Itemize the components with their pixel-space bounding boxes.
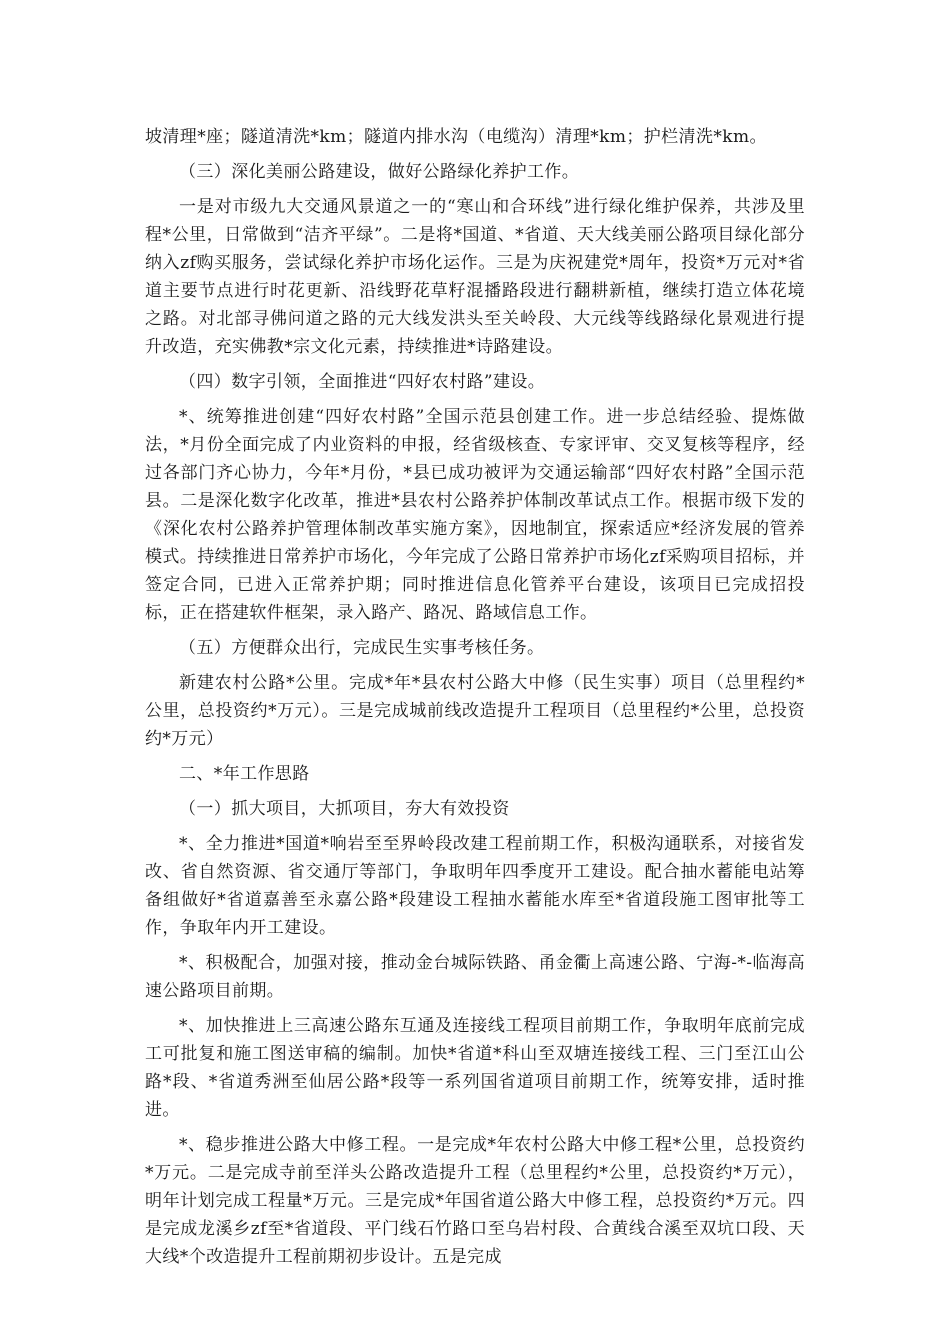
paragraph-greening: 一是对市级九大交通风景道之一的“寒山和合环线”进行绿化维护保养，共涉及里程*公里，日常做到“洁齐平绿”。二是将*国道、*省道、天大线美丽公路项目绿化部分纳入zf购买服务，尝试绿化养护市场化运作。三是为庆祝建党*周年，投资*万元对*省道主要节点进行时花更新、沿线野花草籽混播路段进行翻耕新植，继续打造立体花境之路。对北部寻佛问道之路的元大线发洪头至关岭段、大元线等线路绿化景观进行提升改造，充实佛教*宗文化元素，持续推进*诗路建设。 xyxy=(145,197,805,357)
paragraph-rural-roads: *、统筹推进创建“四好农村路”全国示范县创建工作。进一步总结经验、提炼做法，*月份全面完成了内业资料的申报，经省级核查、专家评审、交叉复核等程序，经过各部门齐心协力，今年*月份，*县已成功被评为交通运输部“四好农村路”全国示范县。二是深化数字化改革，推进*县农村公路养护体制改革试点工作。根据市级下发的《深化农村公路养护管理体制改革实施方案》，因地制宜，探索适应*经济发展的管养模式。持续推进日常养护市场化，今年完成了公路日常养护市场化zf采购项目招标，并签定合同，已进入正常养护期；同时推进信息化管养平台建设，该项目已完成招投标，正在搭建软件框架，录入路产、路况、路域信息工作。 xyxy=(145,407,805,623)
section-heading-2-1: （一）抓大项目，大抓项目，夯大有效投资 xyxy=(179,799,510,819)
paragraph-livelihood: 新建农村公路*公里。完成*年*县农村公路大中修（民生实事）项目（总里程约*公里，总投资约*万元）。三是完成城前线改造提升工程项目（总里程约*公里，总投资约*万元） xyxy=(145,673,805,749)
paragraph-railway: *、积极配合，加强对接，推动金台城际铁路、甬金衢上高速公路、宁海-*-临海高速公路项目前期。 xyxy=(145,953,805,1001)
paragraph-cleaning-stats: 坡清理*座；隧道清洗*km；隧道内排水沟（电缆沟）清理*km；护栏清洗*km。 xyxy=(145,127,767,147)
paragraph-expressway: *、加快推进上三高速公路东互通及连接线工程项目前期工作，争取明年底前完成工可批复和施工图送审稿的编制。加快*省道*科山至双塘连接线工程、三门至江山公路*段、*省道秀洲至仙居公路*段等一系列国省道项目前期工作，统筹安排，适时推进。 xyxy=(145,1016,805,1120)
section-heading-4: （四）数字引领，全面推进“四好农村路”建设。 xyxy=(179,372,546,392)
paragraph-major-repair: *、稳步推进公路大中修工程。一是完成*年农村公路大中修工程*公里，总投资约*万元。二是完成寺前至洋头公路改造提升工程（总里程约*公里，总投资约*万元），明年计划完成工程量*万元。三是完成*年国省道公路大中修工程，总投资约*万元。四是完成龙溪乡zf至*省道段、平门线石竹路口至乌岩村段、合黄线合溪至双坑口段、天大线*个改造提升工程前期初步设计。五是完成 xyxy=(145,1135,805,1267)
paragraph-national-road: *、全力推进*国道*响岩至至界岭段改建工程前期工作，积极沟通联系，对接省发改、省自然资源、省交通厅等部门，争取明年四季度开工建设。配合抽水蓄能电站筹备组做好*省道嘉善至永嘉公路*段建设工程抽水蓄能水库至*省道段施工图审批等工作，争取年内开工建设。 xyxy=(145,834,805,938)
section-heading-3: （三）深化美丽公路建设，做好公路绿化养护工作。 xyxy=(179,162,580,182)
section-heading-5: （五）方便群众出行，完成民生实事考核任务。 xyxy=(179,638,545,658)
chapter-heading-2: 二、*年工作思路 xyxy=(179,764,310,784)
document-body xyxy=(145,123,805,1278)
